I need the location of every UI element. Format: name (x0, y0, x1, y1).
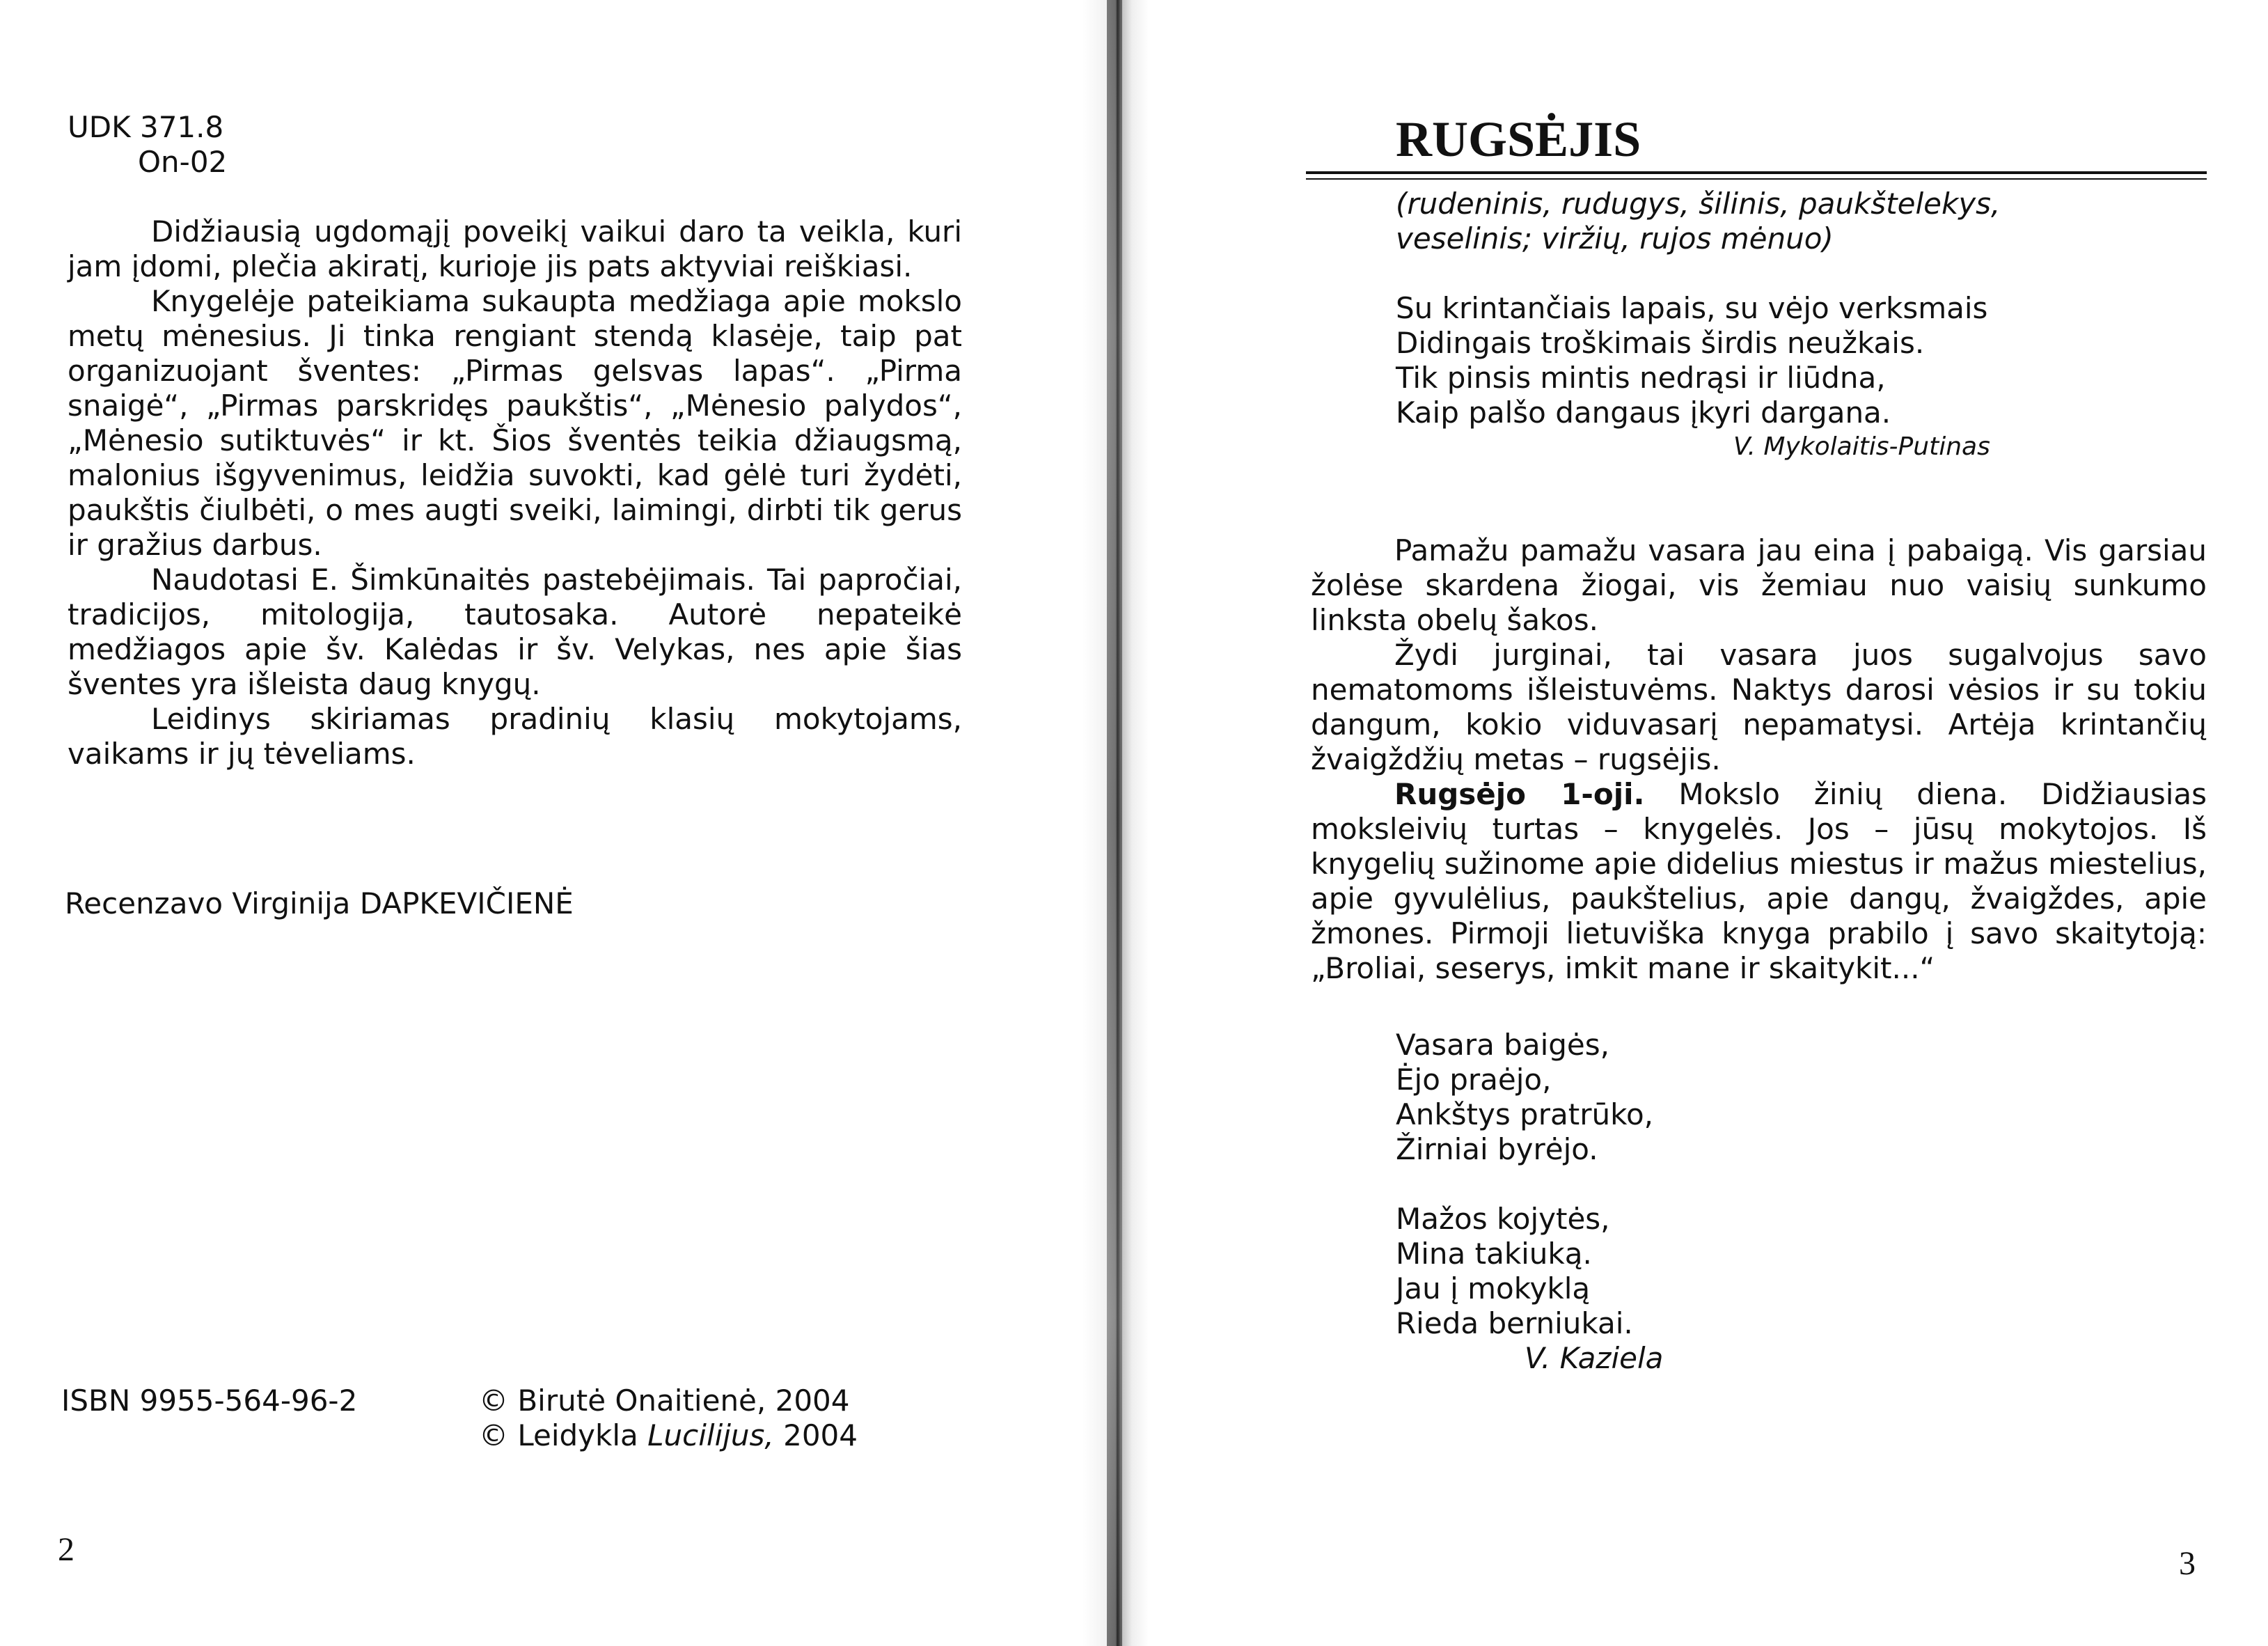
intro-text (68, 214, 962, 771)
poem-line: Rieda berniukai. (1396, 1306, 1633, 1340)
epigraph-poem (1396, 291, 1987, 430)
poem-line: Vasara baigės, (1396, 1028, 1609, 1062)
month-names-line1: (rudeninis, rudugys, šilinis, paukštelekys, (1396, 187, 2001, 221)
month-title: RUGSĖJIS (1396, 111, 1641, 167)
poem-line: Mina takiuką. (1396, 1237, 1592, 1271)
main-paragraph-rest: Mokslo žinių diena. Didžiausias moksleivių turtas – knygelės. Jos – jūsų mokytojos. Iš knygelių sužinome apie didelius miestus ir mažus miestelius, apie gyvulėlius, paukštelius, apie dangų, žvaigždes, apie žmones. Pirmoji lietuviška knyga prabilo į savo skaitytoją: „Broliai, seserys, imkit mane ir skaitykit...“ (1311, 777, 2207, 985)
intro-paragraph: Naudotasi E. Šimkūnaitės pastebėjimais. Tai papročiai, tradicijos, mitologija, tautosaka. Autorė nepateikė medžiagos apie šv. Kalėdas ir šv. Velykas, nes apie šias šventes yra išleista daug knygų. (68, 563, 962, 701)
main-paragraph (1311, 777, 2207, 986)
poem-line: Tik pinsis mintis nedrąsi ir liūdna, (1396, 361, 1886, 395)
copyright-publisher-prefix: © Leidykla (479, 1418, 648, 1452)
poem-line: Ankštys pratrūko, (1396, 1097, 1654, 1131)
isbn: ISBN 9955-564-96-2 (61, 1384, 358, 1418)
page-number-left: 2 (58, 1531, 74, 1568)
epigraph-author: V. Mykolaitis-Putinas (1733, 432, 1990, 461)
poem-stanza-2 (1396, 1202, 1633, 1341)
title-rule-thin (1306, 178, 2207, 180)
poem-line: Jau į mokyklą (1396, 1271, 1591, 1306)
book-spine-shadow (1107, 0, 1122, 1646)
poem-line: Didingais troškimais širdis neužkais. (1396, 326, 1925, 360)
title-rule-thick (1306, 171, 2207, 174)
main-text (1311, 533, 2207, 986)
catalog-code: On-02 (138, 145, 228, 179)
intro-paragraph: Knygelėje pateikiama sukaupta medžiaga apie mokslo metų mėnesius. Ji tinka rengiant stendą klasėje, taip pat organizuojant šventes: „Pirmas gelsvas lapas“. „Pirma snaigė“, „Pirmas parskridęs paukštis“, „Mėnesio palydos“, „Mėnesio sutiktuvės“ ir kt. Šios šventės teikia džiaugsmą, malonius išgyvenimus, leidžia suvokti, kad gėlė turi žydėti, paukštis čiulbėti, o mes augti sveiki, laimingi, dirbti tik gerus ir gražius darbus. (68, 284, 962, 562)
poem-line: Su krintančiais lapais, su vėjo verksmais (1396, 291, 1988, 325)
date-heading: Rugsėjo 1-oji. (1394, 777, 1645, 811)
main-paragraph: Pamažu pamažu vasara jau eina į pabaigą. Vis garsiau žolėse skardena žiogai, vis žemiau nuo vaisių sunkumo linksta obelų šakos. (1311, 533, 2207, 637)
copyright-publisher (479, 1418, 858, 1453)
month-names-line2: veselinis; viržių, rujos mėnuo) (1396, 221, 1834, 256)
poem-line: Mažos kojytės, (1396, 1202, 1610, 1236)
main-paragraph: Žydi jurginai, tai vasara juos sugalvojus savo nematomoms išleistuvėms. Naktys darosi vėsios ir su tokiu dangum, kokio viduvasarį nepamatysi. Artėja krintančių žvaigždžių metas – rugsėjis. (1311, 638, 2207, 776)
poem-author: V. Kaziela (1525, 1341, 1664, 1375)
page-number-right: 3 (2179, 1545, 2196, 1582)
poem-line: Ėjo praėjo, (1396, 1063, 1552, 1097)
poem-line: Žirniai byrėjo. (1396, 1132, 1598, 1166)
poem-stanza-1 (1396, 1028, 1653, 1167)
reviewer-credit: Recenzavo Virginija DAPKEVIČIENĖ (65, 886, 574, 920)
publisher-name: Lucilijus, (647, 1418, 774, 1452)
intro-paragraph: Leidinys skiriamas pradinių klasių mokytojams, vaikams ir jų tėveliams. (68, 702, 962, 771)
poem-line: Kaip palšo dangaus įkyri dargana. (1396, 395, 1891, 430)
udk-code: UDK 371.8 (68, 110, 224, 144)
copyright-publisher-year: 2004 (773, 1418, 858, 1452)
intro-paragraph: Didžiausią ugdomąjį poveikį vaikui daro ta veikla, kuri jam įdomi, plečia akiratį, kurioje jis pats aktyviai reiškiasi. (68, 214, 962, 283)
copyright-author: © Birutė Onaitienė, 2004 (479, 1384, 850, 1418)
